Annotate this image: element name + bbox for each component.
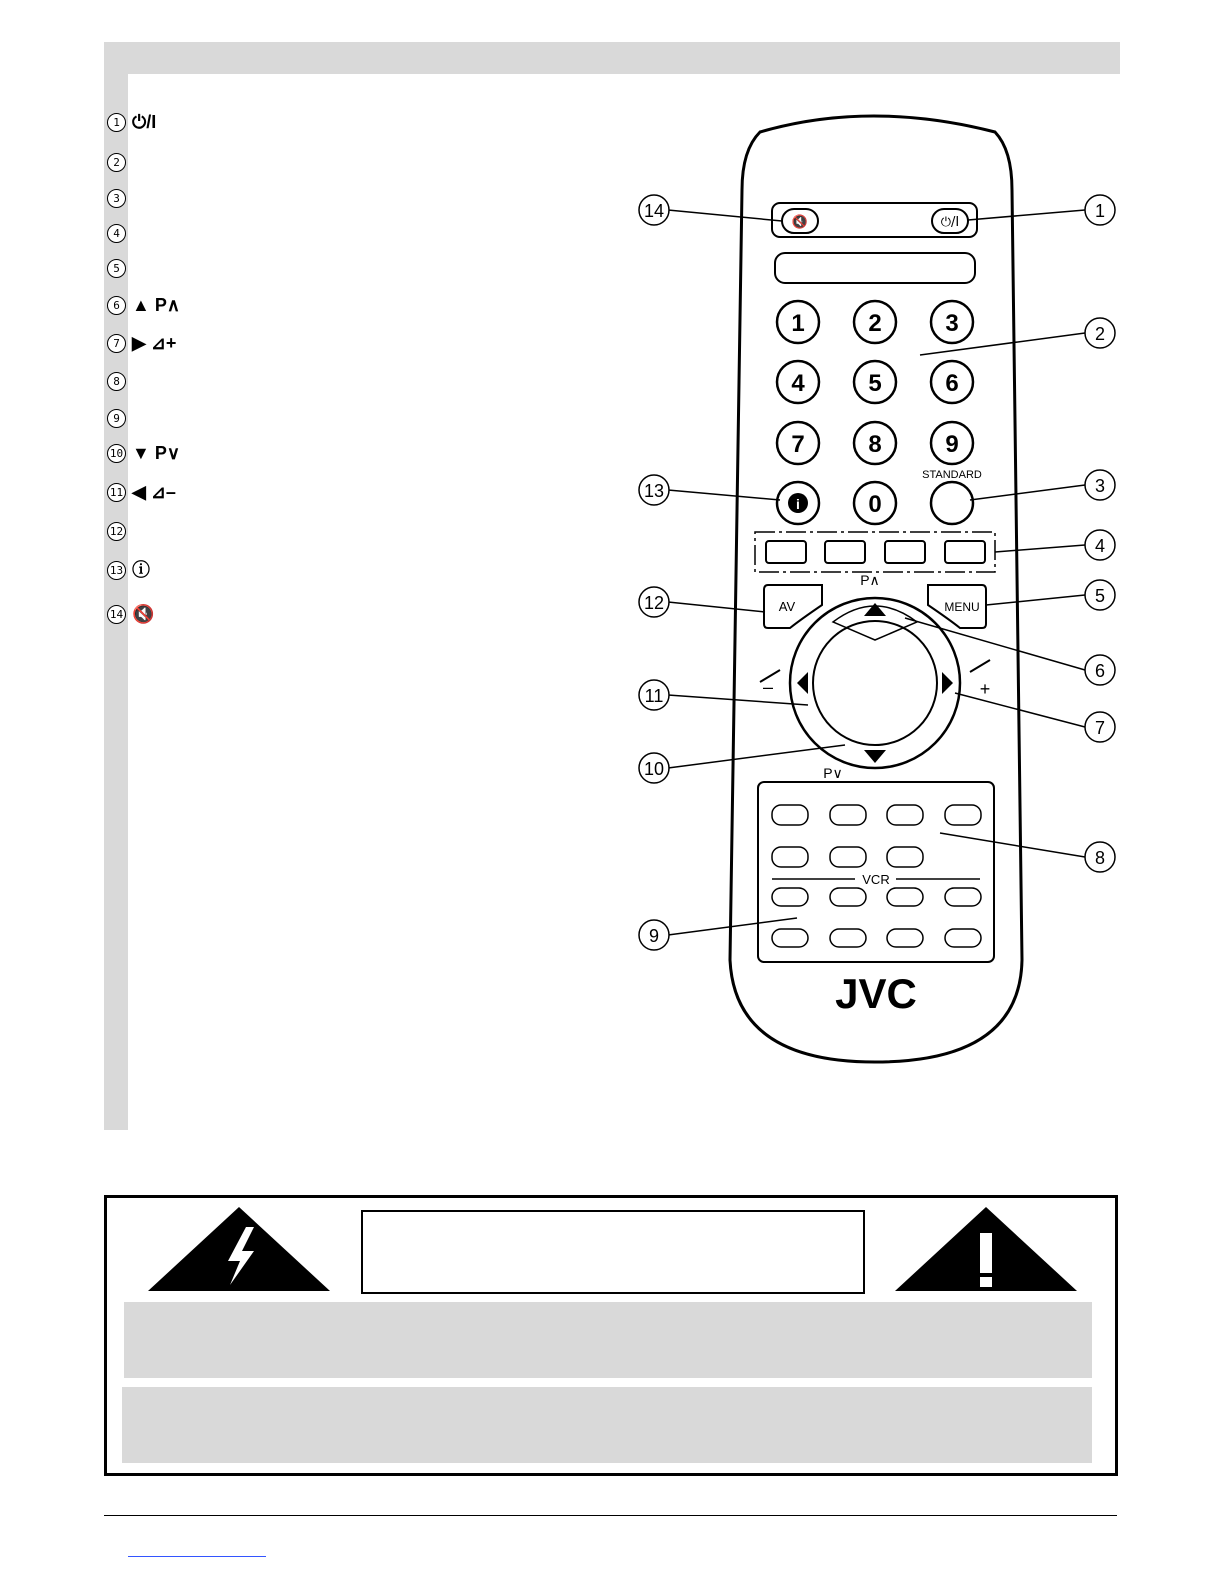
program-down-icon: ▼ P∨ — [132, 443, 180, 463]
color-button-red[interactable] — [766, 541, 806, 563]
teletext-button[interactable] — [887, 805, 923, 825]
key-item-9 — [107, 406, 132, 430]
callout-number: 5 — [1094, 586, 1106, 606]
warning-text-box — [361, 1210, 865, 1294]
key-item-10 — [107, 441, 180, 465]
exclamation-warning-icon — [893, 1205, 1079, 1293]
digit-label: 2 — [868, 310, 882, 337]
callout-number: 6 — [1094, 661, 1106, 681]
color-button-yellow[interactable] — [885, 541, 925, 563]
teletext-button[interactable] — [772, 805, 808, 825]
key-number: 1 — [107, 113, 126, 132]
key-number: 2 — [107, 153, 126, 172]
key-item-1 — [107, 110, 156, 134]
key-item-11 — [107, 480, 176, 504]
callout-number: 8 — [1094, 848, 1106, 868]
key-item-12 — [107, 519, 132, 543]
info-label: i — [796, 496, 800, 512]
digit-label: 9 — [945, 431, 959, 458]
key-item-4 — [107, 221, 132, 245]
key-item-6 — [107, 293, 180, 317]
info-icon: ⓘ — [132, 560, 150, 580]
callout-number: 12 — [643, 593, 665, 613]
p-down-label: P∨ — [823, 765, 843, 781]
callout-number: 9 — [648, 926, 660, 946]
color-button-green[interactable] — [825, 541, 865, 563]
teletext-button[interactable] — [830, 847, 866, 867]
volume-up-icon: ▶ ⊿+ — [132, 333, 177, 353]
color-button-blue[interactable] — [945, 541, 985, 563]
vcr-rewind-button[interactable] — [830, 888, 866, 906]
digit-label: 6 — [945, 370, 959, 397]
header-bar — [104, 42, 1120, 74]
key-item-13 — [107, 558, 150, 582]
teletext-button[interactable] — [887, 847, 923, 867]
warning-band — [122, 1387, 1092, 1463]
mute-icon: 🔇 — [132, 604, 155, 624]
key-number: 8 — [107, 372, 126, 391]
vol-minus-label: – — [762, 677, 774, 697]
key-number: 13 — [107, 561, 126, 580]
remote-control-diagram — [620, 110, 1120, 1080]
teletext-button[interactable] — [945, 805, 981, 825]
lightning-warning-icon — [146, 1205, 332, 1293]
teletext-button[interactable] — [772, 847, 808, 867]
vcr-forward-button[interactable] — [945, 888, 981, 906]
callout-number: 7 — [1094, 718, 1106, 738]
vcr-record-button[interactable] — [830, 929, 866, 947]
vcr-channel-up-button[interactable] — [772, 888, 808, 906]
p-up-label: P∧ — [860, 572, 880, 588]
callout-number: 13 — [643, 481, 665, 501]
key-item-14 — [107, 602, 154, 626]
key-number: 14 — [107, 605, 126, 624]
av-label: AV — [778, 599, 796, 614]
teletext-button[interactable] — [830, 805, 866, 825]
key-number: 5 — [107, 259, 126, 278]
digit-label: 1 — [791, 310, 805, 337]
callout-number: 10 — [643, 759, 665, 779]
key-number: 12 — [107, 522, 126, 541]
vcr-stop-button[interactable] — [887, 929, 923, 947]
key-item-5 — [107, 256, 132, 280]
callout-number: 1 — [1094, 201, 1106, 221]
menu-label: MENU — [944, 600, 980, 614]
footer-rule — [104, 1515, 1117, 1516]
callout-number: 3 — [1094, 476, 1106, 496]
digit-label: 8 — [868, 431, 882, 458]
standard-label: STANDARD — [922, 469, 982, 481]
digit-label: 5 — [868, 370, 882, 397]
digit-label: 3 — [945, 310, 959, 337]
key-number: 6 — [107, 296, 126, 315]
key-number: 11 — [107, 483, 126, 502]
callout-number: 2 — [1094, 324, 1106, 344]
vol-plus-label: + — [979, 679, 991, 699]
digit-label: 7 — [791, 431, 805, 458]
vcr-power-button[interactable] — [945, 929, 981, 947]
volume-down-icon: ◀ ⊿– — [132, 482, 176, 502]
power-icon: ⏻/I — [132, 112, 157, 132]
digit-label: 4 — [791, 370, 805, 397]
callout-number: 14 — [643, 201, 665, 221]
key-item-3 — [107, 186, 132, 210]
key-number: 7 — [107, 334, 126, 353]
vcr-play-button[interactable] — [887, 888, 923, 906]
key-number: 3 — [107, 189, 126, 208]
vcr-channel-down-button[interactable] — [772, 929, 808, 947]
key-number: 4 — [107, 224, 126, 243]
brand-logo: JVC — [835, 970, 917, 1017]
key-item-2 — [107, 150, 132, 174]
footer-link-line — [128, 1556, 266, 1557]
standard-button[interactable] — [931, 482, 973, 524]
key-item-7 — [107, 331, 176, 355]
callout-number: 11 — [644, 686, 664, 706]
callout-number: 4 — [1094, 536, 1106, 556]
digit-label: 0 — [868, 491, 882, 518]
vcr-label: VCR — [862, 872, 890, 887]
key-number: 10 — [107, 444, 126, 463]
power-label: ⏻/I — [940, 215, 960, 230]
key-item-8 — [107, 369, 132, 393]
key-number: 9 — [107, 409, 126, 428]
mute-icon: 🔇 — [791, 215, 809, 230]
display-window — [775, 253, 975, 283]
warning-band — [124, 1302, 1092, 1378]
program-up-icon: ▲ P∧ — [132, 295, 180, 315]
